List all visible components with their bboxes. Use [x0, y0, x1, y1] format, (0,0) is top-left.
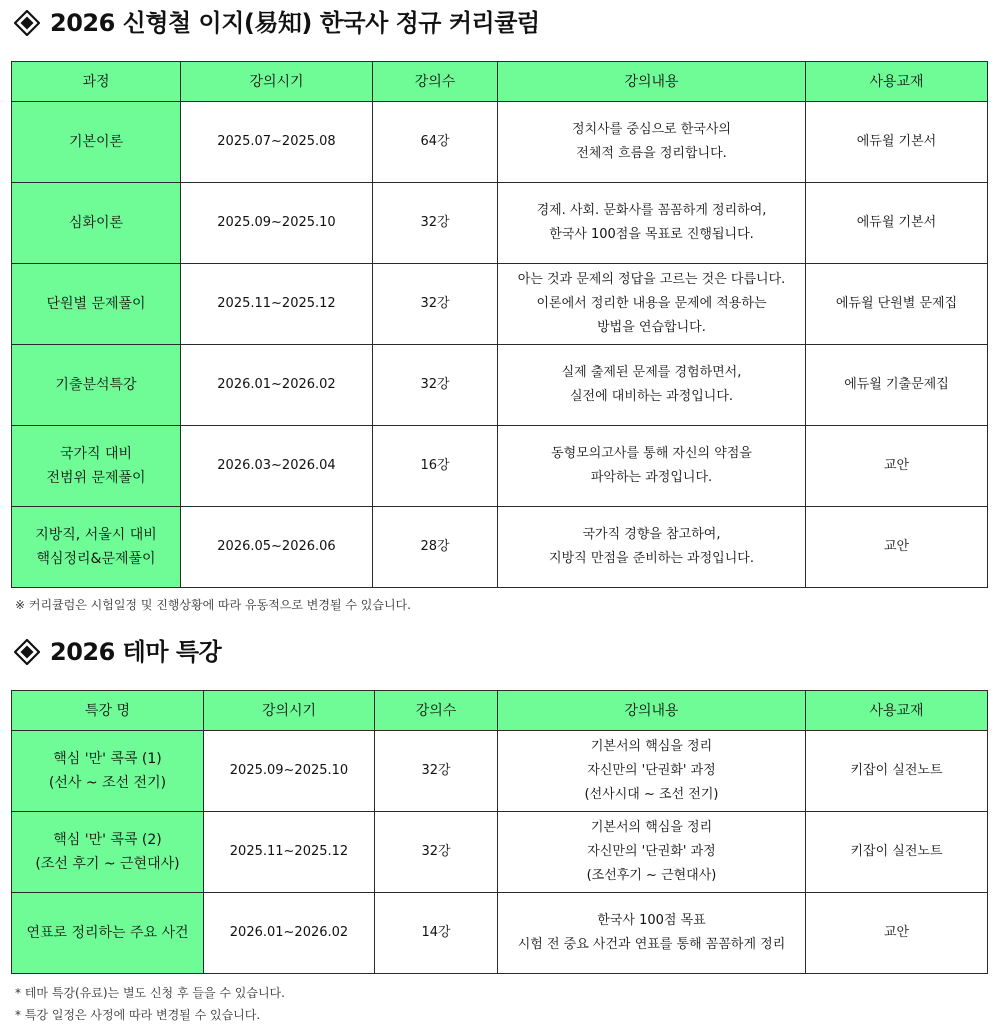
diamond-bullet-icon — [14, 10, 40, 36]
course-name — [12, 264, 181, 345]
lecture-content — [498, 183, 806, 264]
lecture-count: 32강 — [375, 731, 498, 812]
table-row — [12, 893, 988, 974]
lecture-count: 64강 — [373, 102, 498, 183]
lecture-name-line: (조선 후기 ~ 근현대사) — [35, 856, 180, 872]
textbook: 에듀윌 기본서 — [806, 102, 988, 183]
table-row — [12, 507, 988, 588]
lecture-content — [498, 264, 806, 345]
content-line: 아는 것과 문제의 정답을 고르는 것은 다릅니다. — [517, 272, 786, 287]
header-course: 과정 — [12, 62, 181, 102]
table-row — [12, 812, 988, 893]
header-lecture-name: 특강 명 — [12, 691, 204, 731]
textbook: 교안 — [806, 426, 988, 507]
lecture-period: 2025.11~2025.12 — [181, 264, 373, 345]
content-line: 방법을 연습합니다. — [597, 320, 706, 335]
lecture-content — [498, 507, 806, 588]
section-title-curriculum — [14, 8, 540, 38]
section-title-theme-lectures — [14, 637, 221, 667]
lecture-count: 32강 — [373, 264, 498, 345]
course-name — [12, 507, 181, 588]
course-name — [12, 345, 181, 426]
diamond-bullet-icon — [14, 639, 40, 665]
content-line: (선사시대 ~ 조선 전기) — [584, 787, 719, 802]
textbook: 키잡이 실전노트 — [806, 812, 988, 893]
lecture-count: 28강 — [373, 507, 498, 588]
header-period: 강의시기 — [204, 691, 375, 731]
textbook: 교안 — [806, 507, 988, 588]
lecture-content — [498, 893, 806, 974]
header-count: 강의수 — [373, 62, 498, 102]
table-row — [12, 264, 988, 345]
table-header-row — [12, 62, 988, 102]
course-name-line: 기본이론 — [68, 134, 124, 150]
content-line: 동형모의고사를 통해 자신의 약점을 — [551, 446, 752, 461]
table-row — [12, 426, 988, 507]
lecture-period: 2026.01~2026.02 — [204, 893, 375, 974]
lecture-content — [498, 812, 806, 893]
content-line: 파악하는 과정입니다. — [590, 470, 713, 485]
lecture-name-line: 연표로 정리하는 주요 사건 — [26, 925, 189, 941]
textbook: 에듀윌 기본서 — [806, 183, 988, 264]
content-line: 기본서의 핵심을 정리 — [590, 739, 713, 754]
lecture-period: 2026.01~2026.02 — [181, 345, 373, 426]
header-book: 사용교재 — [806, 62, 988, 102]
curriculum-table — [11, 61, 988, 588]
content-line: 전체적 흐름을 정리합니다. — [576, 146, 727, 161]
lecture-content — [498, 731, 806, 812]
lecture-period: 2025.07~2025.08 — [181, 102, 373, 183]
course-name-line: 전범위 문제풀이 — [46, 470, 146, 486]
header-content: 강의내용 — [498, 691, 806, 731]
lecture-period: 2026.03~2026.04 — [181, 426, 373, 507]
lecture-content — [498, 102, 806, 183]
course-name — [12, 102, 181, 183]
lecture-period: 2025.11~2025.12 — [204, 812, 375, 893]
lecture-name — [12, 893, 204, 974]
content-line: 이론에서 정리한 내용을 문제에 적용하는 — [536, 296, 767, 311]
lecture-name — [12, 812, 204, 893]
lecture-name — [12, 731, 204, 812]
textbook: 에듀윌 기출문제집 — [806, 345, 988, 426]
theme-note-schedule: * 특강 일정은 사정에 따라 변경될 수 있습니다. — [15, 1008, 261, 1022]
header-content: 강의내용 — [498, 62, 806, 102]
table-row — [12, 345, 988, 426]
table-header-row — [12, 691, 988, 731]
table-row — [12, 731, 988, 812]
course-name-line: 국가직 대비 — [59, 446, 133, 462]
lecture-period: 2026.05~2026.06 — [181, 507, 373, 588]
lecture-count: 16강 — [373, 426, 498, 507]
textbook: 에듀윌 단원별 문제집 — [806, 264, 988, 345]
content-line: 지방직 만점을 준비하는 과정입니다. — [549, 551, 754, 566]
content-line: (조선후기 ~ 근현대사) — [586, 868, 717, 883]
lecture-name-line: 핵심 '만' 콕콕 (2) — [53, 832, 162, 848]
lecture-content — [498, 345, 806, 426]
lecture-period: 2025.09~2025.10 — [204, 731, 375, 812]
header-count: 강의수 — [375, 691, 498, 731]
table-row — [12, 183, 988, 264]
content-line: 기본서의 핵심을 정리 — [590, 820, 713, 835]
course-name-line: 기출분석특강 — [55, 377, 137, 393]
lecture-name-line: 핵심 '만' 콕콕 (1) — [53, 751, 162, 767]
lecture-count: 32강 — [373, 345, 498, 426]
content-line: 한국사 100점을 목표로 진행됩니다. — [549, 227, 754, 242]
content-line: 경제. 사회. 문화사를 꼼꼼하게 정리하여, — [536, 203, 767, 218]
theme-note-paid: * 테마 특강(유료)는 별도 신청 후 들을 수 있습니다. — [15, 986, 285, 1000]
course-name-line: 핵심정리&문제풀이 — [36, 551, 156, 567]
content-line: 국가직 경향을 참고하여, — [582, 527, 721, 542]
lecture-name-line: (선사 ~ 조선 전기) — [48, 775, 167, 791]
lecture-count: 32강 — [373, 183, 498, 264]
content-line: 정치사를 중심으로 한국사의 — [572, 122, 731, 137]
course-name — [12, 426, 181, 507]
content-line: 시험 전 중요 사건과 연표를 통해 꼼꼼하게 정리 — [517, 937, 786, 952]
content-line: 실전에 대비하는 과정입니다. — [569, 389, 734, 404]
content-line: 자신만의 '단권화' 과정 — [587, 763, 716, 778]
course-name-line: 심화이론 — [68, 215, 124, 231]
section-title-text: 2026 테마 특강 — [50, 638, 222, 666]
content-line: 한국사 100점 목표 — [597, 913, 706, 928]
content-line: 자신만의 '단권화' 과정 — [587, 844, 716, 859]
lecture-content — [498, 426, 806, 507]
section-title-text: 2026 신형철 이지(易知) 한국사 정규 커리큘럼 — [50, 9, 540, 37]
lecture-period: 2025.09~2025.10 — [181, 183, 373, 264]
course-name-line: 지방직, 서울시 대비 — [35, 527, 157, 543]
table-row — [12, 102, 988, 183]
header-period: 강의시기 — [181, 62, 373, 102]
lecture-count: 14강 — [375, 893, 498, 974]
textbook: 교안 — [806, 893, 988, 974]
curriculum-note: ※ 커리큘럼은 시험일정 및 진행상황에 따라 유동적으로 변경될 수 있습니다. — [15, 598, 411, 612]
content-line: 실제 출제된 문제를 경험하면서, — [561, 365, 742, 380]
textbook: 키잡이 실전노트 — [806, 731, 988, 812]
course-name-line: 단원별 문제풀이 — [46, 296, 146, 312]
theme-lecture-table — [11, 690, 988, 974]
lecture-count: 32강 — [375, 812, 498, 893]
course-name — [12, 183, 181, 264]
header-book: 사용교재 — [806, 691, 988, 731]
